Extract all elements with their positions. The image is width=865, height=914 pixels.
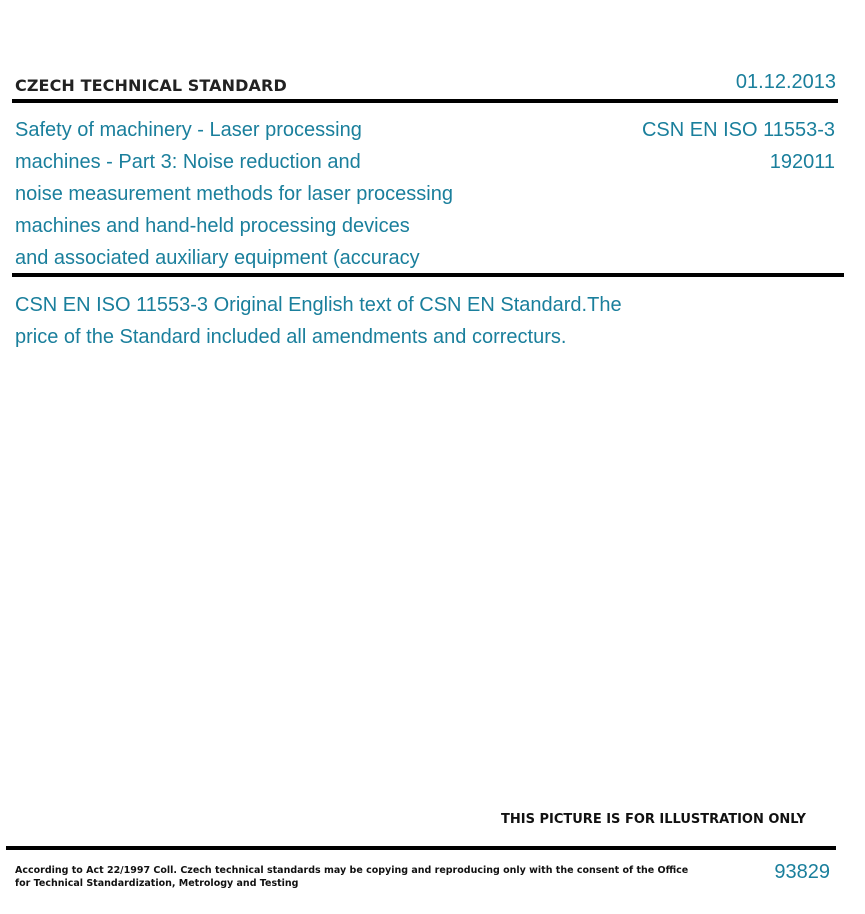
title-line: machines - Part 3: Noise reduction and [15,151,361,173]
footer-divider [6,846,836,850]
classification-number: 192011 [769,151,835,173]
standard-description [15,289,715,353]
description-line: price of the Standard included all amendments and correcturs. [15,326,567,348]
legal-notice-line: for Technical Standardization, Metrology and Testing [15,878,299,889]
standard-title [15,114,515,274]
title-line: Safety of machinery - Laser processing [15,119,362,141]
legal-notice [15,864,688,890]
description-line: CSN EN ISO 11553-3 Original English text of CSN EN Standard.The [15,294,622,316]
header-divider [12,99,838,103]
issue-date: 01.12.2013 [735,71,836,93]
standard-identifiers [642,114,835,178]
title-line: machines and hand-held processing devices [15,215,410,237]
illustration-disclaimer: THIS PICTURE IS FOR ILLUSTRATION ONLY [501,812,806,827]
catalog-number: 93829 [774,861,830,883]
title-line: noise measurement methods for laser processing [15,183,453,205]
title-divider [12,273,844,277]
legal-notice-line: According to Act 22/1997 Coll. Czech technical standards may be copying and reproducing only with the consent of the Office [15,865,689,876]
document-type-label: CZECH TECHNICAL STANDARD [15,76,287,95]
title-line: and associated auxiliary equipment (accuracy [15,247,420,269]
standard-code: CSN EN ISO 11553-3 [641,119,835,141]
